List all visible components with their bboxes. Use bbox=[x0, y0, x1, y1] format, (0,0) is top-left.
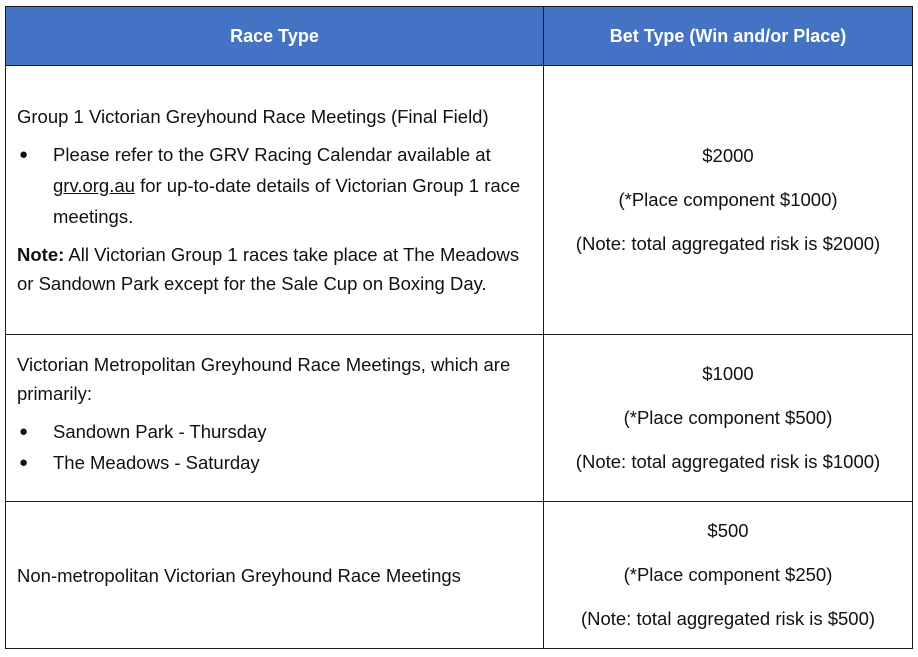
bet-type-cell bbox=[544, 335, 913, 502]
race-title: Group 1 Victorian Greyhound Race Meetings (Final Field) bbox=[17, 106, 489, 127]
bet-type-cell bbox=[544, 502, 913, 649]
bullet-list bbox=[17, 416, 531, 478]
bet-amount: $1000 bbox=[702, 363, 754, 384]
race-type-cell bbox=[6, 335, 544, 502]
bet-limits-table bbox=[5, 6, 913, 649]
table-row bbox=[6, 66, 913, 335]
bet-amount: $500 bbox=[707, 520, 749, 541]
bet-type-cell bbox=[544, 66, 913, 335]
note-label: Note: bbox=[17, 244, 65, 265]
list-item bbox=[17, 447, 531, 478]
table-header-row bbox=[6, 7, 913, 66]
bullet-text-suffix: for up-to-date details of Victorian Group 1 race meetings. bbox=[53, 175, 521, 227]
list-item bbox=[17, 416, 531, 447]
risk-note: (Note: total aggregated risk is $500) bbox=[580, 608, 876, 629]
race-title: Victorian Metropolitan Greyhound Race Meetings, which are primarily: bbox=[17, 354, 511, 404]
table-row bbox=[6, 335, 913, 502]
bullet-list bbox=[17, 139, 531, 232]
bet-amount: $2000 bbox=[702, 145, 754, 166]
header-race-type: Race Type bbox=[6, 7, 544, 66]
bullet-icon: ● bbox=[19, 146, 29, 163]
grv-link[interactable]: grv.org.au bbox=[53, 175, 135, 196]
risk-note: (Note: total aggregated risk is $2000) bbox=[575, 233, 881, 254]
bullet-text-prefix: Please refer to the GRV Racing Calendar available at bbox=[53, 144, 491, 165]
race-note bbox=[17, 240, 531, 298]
table-row bbox=[6, 502, 913, 649]
header-bet-type: Bet Type (Win and/or Place) bbox=[544, 7, 913, 66]
bullet-icon: ● bbox=[19, 454, 29, 471]
place-component: (*Place component $1000) bbox=[618, 189, 838, 210]
race-type-cell bbox=[6, 66, 544, 335]
list-item bbox=[17, 139, 531, 232]
bullet-text: Sandown Park - Thursday bbox=[53, 421, 267, 442]
risk-note: (Note: total aggregated risk is $1000) bbox=[575, 451, 881, 472]
race-title: Non-metropolitan Victorian Greyhound Race Meetings bbox=[17, 564, 461, 586]
place-component: (*Place component $250) bbox=[623, 564, 833, 585]
note-text: All Victorian Group 1 races take place at The Meadows or Sandown Park except for the Sale Cup on Boxing Day. bbox=[17, 244, 520, 294]
bullet-text: The Meadows - Saturday bbox=[53, 452, 260, 473]
race-type-cell bbox=[6, 502, 544, 649]
place-component: (*Place component $500) bbox=[623, 407, 833, 428]
bullet-icon: ● bbox=[19, 423, 29, 440]
